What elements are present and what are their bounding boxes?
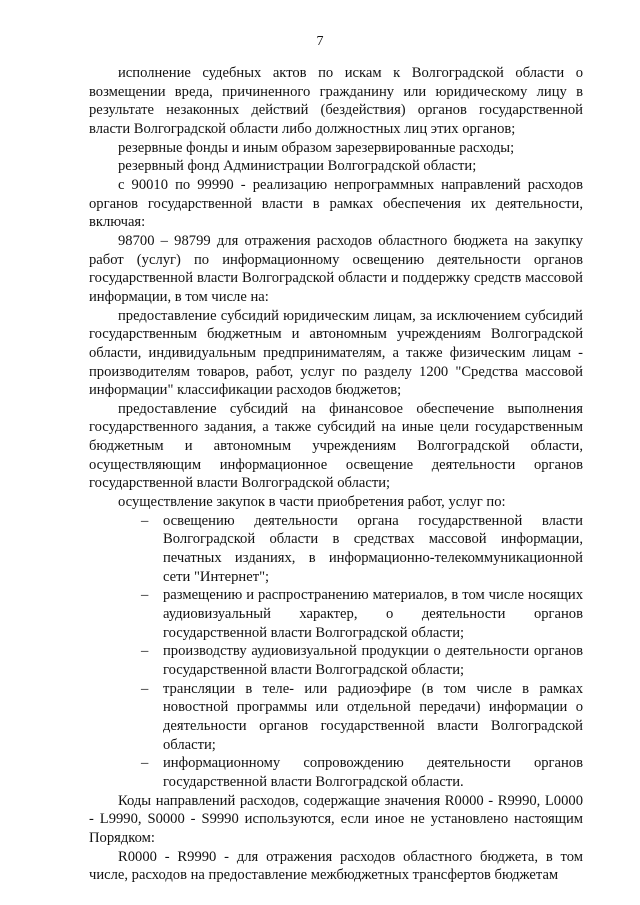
list-item-text: производству аудиовизуальной продукции о деятельности органов государственной власти Волгоградской области; [163, 643, 583, 678]
list-item-text: информационному сопровождению деятельности органов государственной власти Волгоградской области. [163, 755, 583, 790]
dash-bullet: – [141, 587, 149, 604]
dash-bullet: – [141, 680, 149, 697]
list-item-text: освещению деятельности органа государственной власти Волгоградской области в средствах массовой информации, печатных изданиях, в информационно-телекоммуникационной сети "Интернет"; [163, 512, 583, 585]
dash-bullet: – [141, 755, 149, 772]
paragraph-administration-reserve: резервный фонд Администрации Волгоградской области; [118, 158, 477, 175]
paragraph-media-expenses: 98700 – 98799 для отражения расходов областного бюджета на закупку работ (услуг) по информационному освещению деятельности органов государственной власти Волгоградской области и поддержку средств массовой информации, в том числе на: [89, 232, 583, 305]
list-item-text: размещению и распространению материалов, в том числе носящих аудиовизуальный характер, о деятельности органов государственной власти Волгоградской области; [163, 587, 583, 641]
paragraph-direction-codes: Коды направлений расходов, содержащие значения R0000 - R9990, L0000 - L9990, S0000 - S9990 используются, если иное не установлено настоящим Порядком: [89, 792, 583, 846]
paragraph-procurement: осуществление закупок в части приобретения работ, услуг по: [118, 494, 506, 511]
dash-bullet: – [141, 512, 149, 529]
dash-bullet: – [141, 643, 149, 660]
paragraph-reserve-funds: резервные фонды и иным образом зарезервированные расходы; [118, 139, 515, 156]
paragraph-non-program-expenses: с 90010 по 99990 - реализацию непрограммных направлений расходов органов государственной власти в рамках обеспечения их деятельности, включая: [89, 176, 583, 231]
list-item [89, 586, 583, 642]
paragraph-r-codes: R0000 - R9990 - для отражения расходов областного бюджета, в том числе, расходов на предоставление межбюджетных трансфертов бюджетам [89, 848, 583, 884]
page-number: 7 [316, 34, 324, 49]
document-body [89, 64, 583, 885]
list-item-text: трансляции в теле- или радиоэфире (в том числе в рамках новостной программы или отдельной передачи) информации о деятельности органов государственной власти Волгоградской области; [163, 680, 583, 753]
list-item [89, 512, 583, 587]
list-item [89, 680, 583, 755]
list-item [89, 754, 583, 791]
list-item [89, 642, 583, 679]
paragraph-court-acts: исполнение судебных актов по искам к Волгоградской области о возмещении вреда, причиненного гражданину или юридическому лицу в результате незаконных действий (бездействия) органов государственной власти Волгоградской области либо должностных лиц этих органов; [89, 65, 583, 137]
paragraph-legal-entity-subsidies: предоставление субсидий юридическим лицам, за исключением субсидий государственным бюджетным и автономным учреждениям Волгоградской области, индивидуальным предпринимателям, а также физическим лицам - производителям товаров, работ, услуг по разделу 1200 "Средства массовой информации" классификации расходов бюджетов; [89, 307, 583, 399]
paragraph-state-task-subsidies: предоставление субсидий на финансовое обеспечение выполнения государственного задания, а также субсидий на иные цели государственным бюджетным и автономным учреждениям Волгоградской области, осуществляющим информационное освещение деятельности органов государственной власти Волгоградской области; [89, 400, 583, 492]
